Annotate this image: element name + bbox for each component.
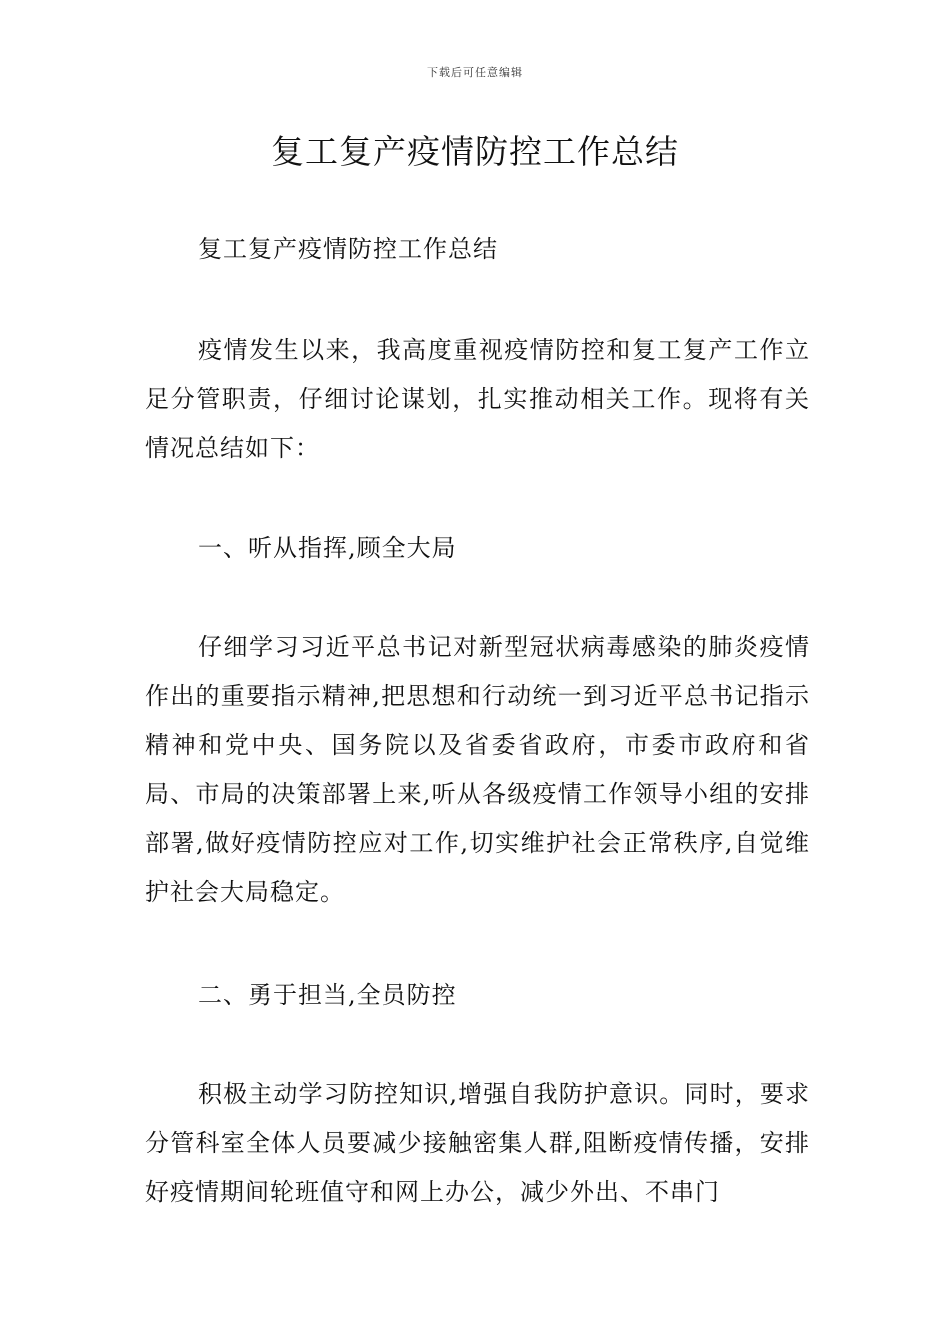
document-subtitle: 复工复产疫情防控工作总结: [198, 235, 498, 263]
section-paragraph-1: 仔细学习习近平总书记对新型冠状病毒感染的肺炎疫情作出的重要指示精神,把思想和行动统一到习近平总书记指示精神和党中央、国务院以及省委省政府，市委市政府和省局、市局的决策部署上来,听从各级疫情工作领导小组的安排部署,做好疫情防控应对工作,切实维护社会正常秩序,自觉维护社会大局稳定。: [145, 633, 810, 906]
page-header-note: 下载后可任意编辑: [427, 66, 523, 79]
section-paragraph-2: 积极主动学习防控知识,增强自我防护意识。同时，要求分管科室全体人员要减少接触密集人群,阻断疫情传播，安排好疫情期间轮班值守和网上办公，减少外出、不串门: [145, 1080, 810, 1206]
document-title: 复工复产疫情防控工作总结: [271, 132, 679, 171]
intro-paragraph: 疫情发生以来，我高度重视疫情防控和复工复产工作立足分管职责，仔细讨论谋划，扎实推动相关工作。现将有关情况总结如下：: [145, 336, 810, 462]
section-heading-1: 一、听从指挥,顾全大局: [198, 534, 457, 562]
section-heading-2: 二、勇于担当,全员防控: [198, 981, 457, 1009]
